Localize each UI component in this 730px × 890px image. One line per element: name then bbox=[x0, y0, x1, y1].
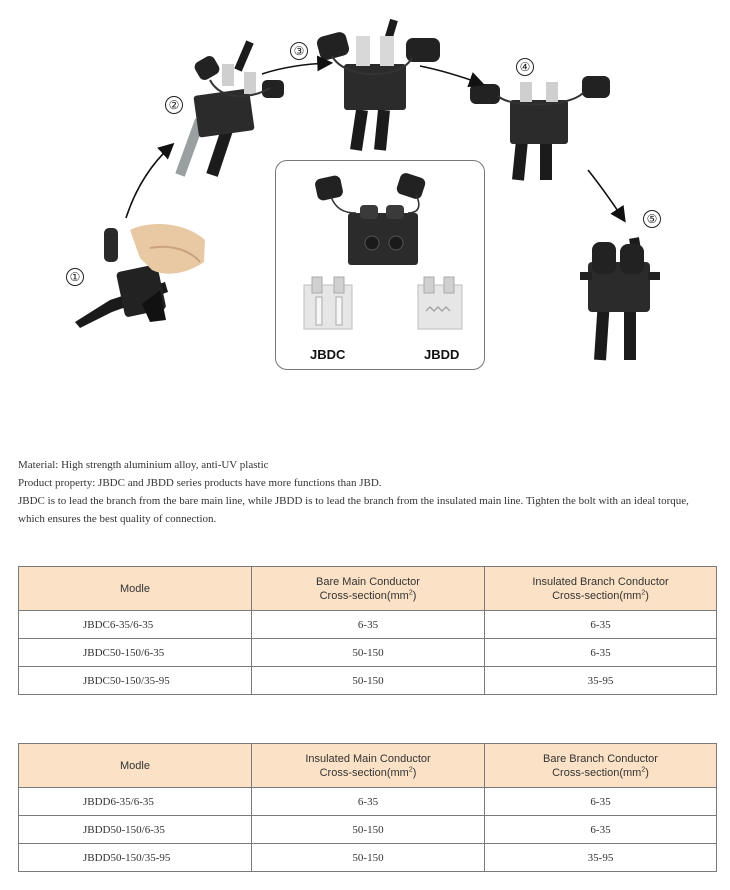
model-cell: JBDD50-150/6-35 bbox=[19, 816, 252, 844]
branch-cell: 6-35 bbox=[485, 788, 717, 816]
model-cell: JBDC6-35/6-35 bbox=[19, 611, 252, 639]
step-number-5: ⑤ bbox=[643, 210, 661, 228]
model-cell: JBDD50-150/35-95 bbox=[19, 844, 252, 872]
branch-cell: 35-95 bbox=[485, 667, 717, 695]
jbdc-label: JBDC bbox=[310, 347, 346, 362]
arrow-4-to-5 bbox=[588, 170, 624, 220]
main-cell: 50-150 bbox=[252, 639, 485, 667]
table-row bbox=[19, 639, 717, 667]
product-inset-illustration bbox=[276, 161, 484, 369]
product-inset-panel bbox=[275, 160, 485, 370]
branch-cell: 6-35 bbox=[485, 816, 717, 844]
jbdc-spec-table bbox=[18, 566, 717, 695]
jbdd-part-icon bbox=[418, 277, 462, 329]
step3-clamp-photo bbox=[315, 20, 440, 150]
step-number-4: ④ bbox=[516, 58, 534, 76]
main-cell: 6-35 bbox=[252, 611, 485, 639]
header-main-conductor: Bare Main Conductor Cross-$section(mm^2)$ bbox=[252, 567, 485, 611]
branch-cell: 35-95 bbox=[485, 844, 717, 872]
table-header-row bbox=[19, 567, 717, 611]
product-description bbox=[18, 456, 718, 528]
step-number-3: ③ bbox=[290, 42, 308, 60]
model-cell: JBDD6-35/6-35 bbox=[19, 788, 252, 816]
jbdd-spec-table bbox=[18, 743, 717, 872]
material-text: Material: High strength aluminium alloy, anti-UV plastic bbox=[18, 459, 269, 471]
header-main-conductor: Insulated Main Conductor Cross-$section(mm^2)$ bbox=[252, 744, 485, 788]
main-cell: 50-150 bbox=[252, 667, 485, 695]
main-cell: 6-35 bbox=[252, 788, 485, 816]
assembled-clamp-body bbox=[348, 213, 418, 265]
table-row bbox=[19, 667, 717, 695]
table-header-row bbox=[19, 744, 717, 788]
step-number-2: ② bbox=[165, 96, 183, 114]
jbdd-label: JBDD bbox=[424, 347, 460, 362]
header-model: Modle bbox=[19, 567, 252, 611]
table-row bbox=[19, 788, 717, 816]
header-branch-conductor: Insulated Branch Conductor Cross-$section(mm^2)$ bbox=[485, 567, 717, 611]
step1-clamp-photo bbox=[75, 224, 205, 328]
step2-clamp-photo bbox=[180, 42, 284, 175]
branch-cell: 6-35 bbox=[485, 611, 717, 639]
main-cell: 50-150 bbox=[252, 816, 485, 844]
step4-clamp-photo bbox=[470, 76, 610, 180]
model-cell: JBDC50-150/35-95 bbox=[19, 667, 252, 695]
branch-cell: 6-35 bbox=[485, 639, 717, 667]
step5-clamp-photo bbox=[580, 238, 660, 360]
arrow-3-to-4 bbox=[420, 66, 482, 84]
header-branch-conductor: Bare Branch Conductor Cross-$section(mm^2)$ bbox=[485, 744, 717, 788]
table-row bbox=[19, 844, 717, 872]
model-cell: JBDC50-150/6-35 bbox=[19, 639, 252, 667]
arrow-1-to-2 bbox=[126, 145, 172, 218]
main-cell: 50-150 bbox=[252, 844, 485, 872]
header-model: Modle bbox=[19, 744, 252, 788]
arrow-2-to-3 bbox=[262, 63, 330, 74]
usage-text: JBDC is to lead the branch from the bare main line, while JBDD is to lead the branch from the insulated main line. Tighten the bolt with an ideal torque, which ensures the best quality of connection. bbox=[18, 495, 689, 525]
jbdc-part-icon bbox=[304, 277, 352, 329]
property-text: Product property: JBDC and JBDD series products have more functions than JBD. bbox=[18, 477, 382, 489]
table-row bbox=[19, 611, 717, 639]
step-number-1: ① bbox=[66, 268, 84, 286]
table-row bbox=[19, 816, 717, 844]
